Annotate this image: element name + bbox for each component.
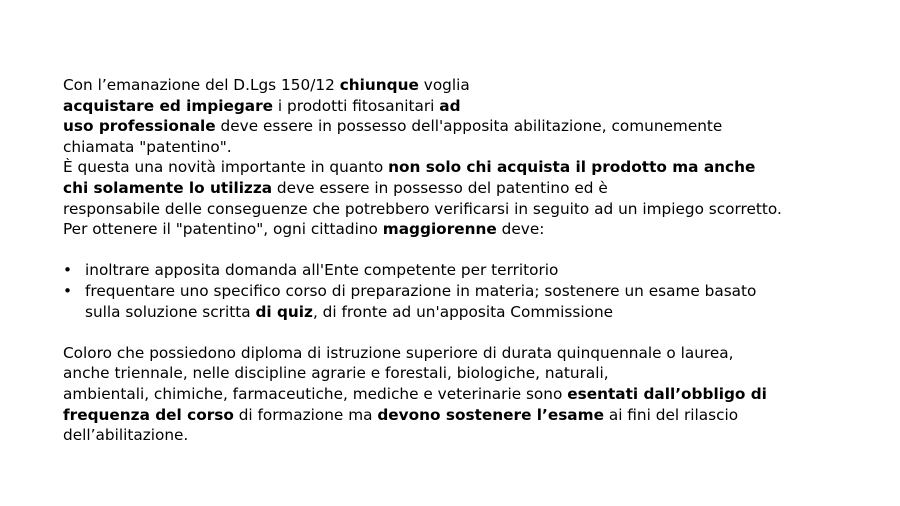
text-run: inoltrare apposita domanda all'Ente competente per territorio — [85, 261, 559, 280]
bold-text-run: esentati dall’obbligo di — [567, 384, 767, 403]
text-run: di formazione ma — [233, 405, 378, 424]
text-run: deve: — [496, 220, 545, 239]
bold-text-run: ad — [439, 96, 461, 115]
text-run: frequentare uno specifico corso di preparazione in materia; sostenere un esame basato — [85, 281, 757, 300]
bold-text-run: non solo chi acquista il prodotto ma anche — [388, 158, 756, 177]
bold-text-run: chiunque — [339, 76, 419, 94]
text-run: Per ottenere il "patentino", ogni cittadino — [63, 220, 383, 239]
text-run: chiamata "patentino". — [63, 137, 232, 156]
paragraph-line — [63, 75, 883, 96]
paragraph-line — [63, 343, 883, 364]
bullet-icon: • — [63, 281, 73, 300]
text-run: deve essere in possesso del patentino ed è — [272, 178, 608, 197]
bullet-icon: • — [63, 261, 73, 280]
paragraph-line — [63, 157, 883, 178]
bold-text-run: acquistare ed impiegare — [63, 96, 274, 115]
text-run: i prodotti fitosanitari — [273, 96, 440, 115]
paragraph-line — [63, 425, 883, 446]
text-run: sulla soluzione scritta — [85, 302, 256, 321]
text-run: responsabile delle conseguenze che potrebbero verificarsi in seguito ad un impiego scorretto. — [63, 199, 782, 218]
bullet-item-continuation — [63, 302, 883, 323]
paragraph-line — [63, 178, 883, 199]
paragraph-line — [63, 219, 883, 240]
text-run: , di fronte ad un'apposita Commissione — [312, 302, 614, 321]
paragraph-line — [63, 199, 883, 220]
paragraph-line — [63, 137, 883, 158]
text-run: ambientali, chimiche, farmaceutiche, mediche e veterinarie sono — [63, 384, 568, 403]
paragraph-line — [63, 363, 883, 384]
paragraph-line — [63, 96, 883, 117]
bold-text-run: di quiz — [255, 302, 313, 321]
text-run: dell’abilitazione. — [63, 426, 189, 445]
text-run: voglia — [418, 76, 470, 94]
spacer — [63, 240, 883, 261]
bold-text-run: frequenza del corso — [63, 405, 234, 424]
bullet-item — [63, 281, 883, 302]
text-run: Con l’emanazione del D.Lgs 150/12 — [63, 76, 340, 94]
bold-text-run: maggiorenne — [382, 220, 497, 239]
text-run: Coloro che possiedono diploma di istruzione superiore di durata quinquennale o laurea, — [63, 343, 734, 362]
bold-text-run: devono sostenere l’esame — [377, 405, 604, 424]
bold-text-run: chi solamente lo utilizza — [63, 178, 273, 197]
spacer — [63, 322, 883, 343]
text-run: È questa una novità importante in quanto — [63, 158, 389, 177]
paragraph-line — [63, 405, 883, 426]
text-run: ai fini del rilascio — [603, 405, 739, 424]
paragraph-line — [63, 116, 883, 137]
text-run: anche triennale, nelle discipline agrarie e forestali, biologiche, naturali, — [63, 364, 609, 383]
bullet-item — [63, 260, 883, 281]
slide-text-body — [63, 75, 883, 446]
text-run: deve essere in possesso dell'apposita abilitazione, comunemente — [215, 117, 723, 136]
paragraph-line — [63, 384, 883, 405]
bold-text-run: uso professionale — [63, 117, 216, 136]
